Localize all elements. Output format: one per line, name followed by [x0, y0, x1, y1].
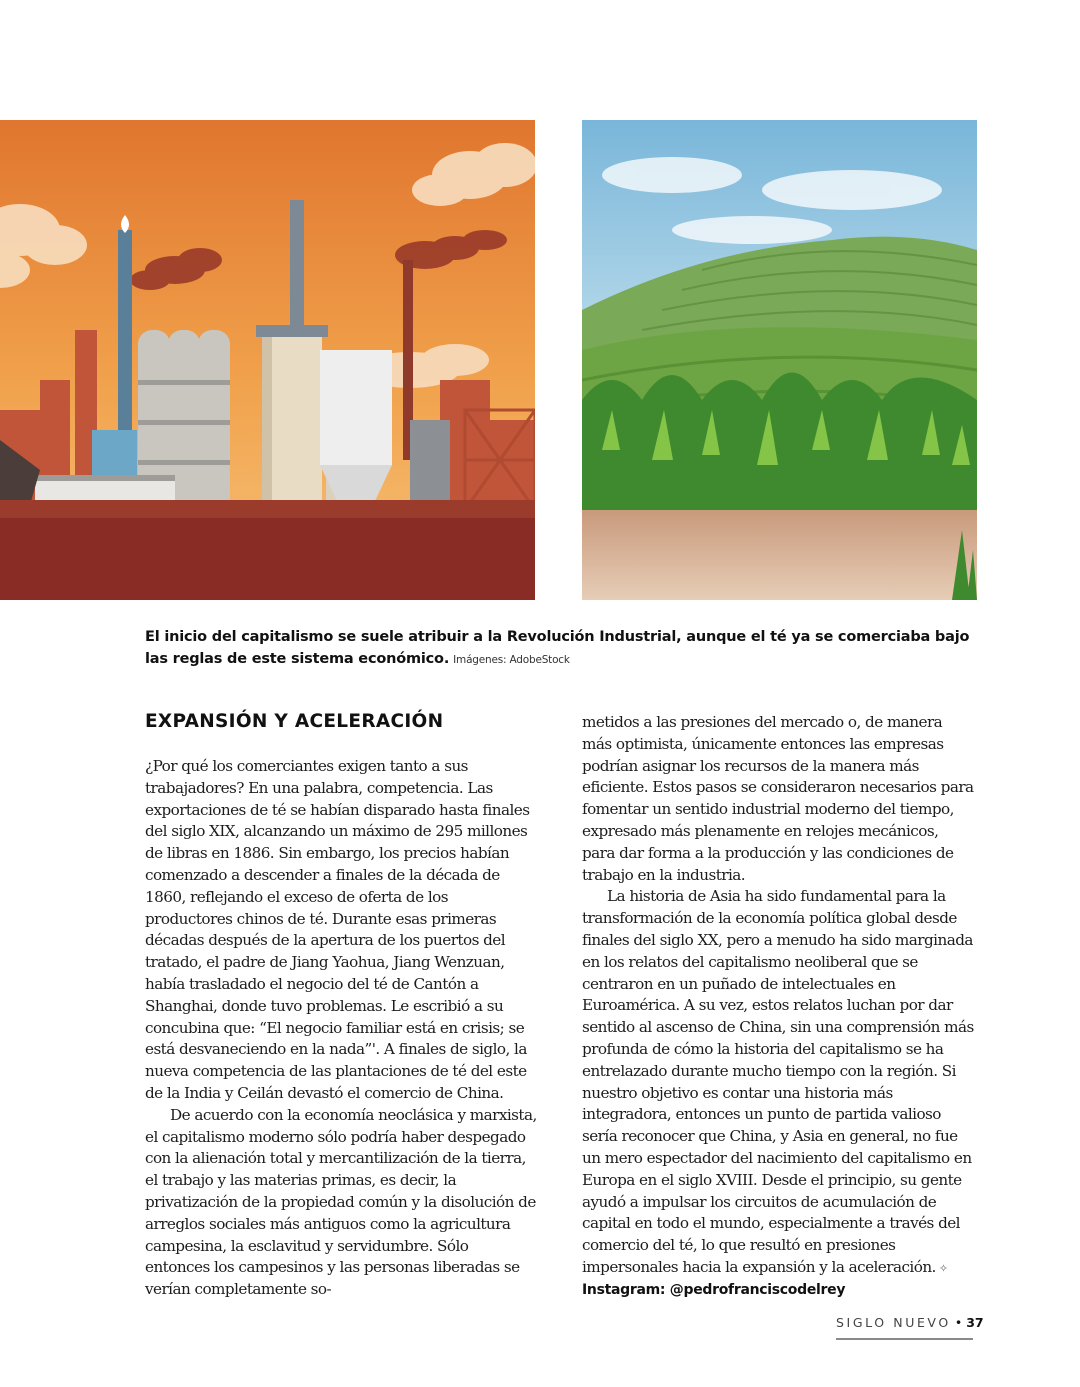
magazine-name: SIGLO NUEVO — [836, 1315, 951, 1330]
body-column-left — [145, 756, 537, 1301]
image-credit: Imágenes: AdobeStock — [453, 654, 570, 666]
footer-separator: • — [954, 1315, 963, 1330]
caption-text: El inicio del capitalismo se suele atribuir a la Revolución Industrial, aunque el té ya se comerciaba bajo las reglas de este sistema económico. — [145, 629, 970, 667]
photo-caption — [145, 626, 980, 671]
tea-plantation-illustration — [582, 120, 977, 600]
section-heading: EXPANSIÓN Y ACELERACIÓN — [145, 711, 444, 732]
page-footer — [836, 1315, 984, 1330]
paragraph: De acuerdo con la economía neoclásica y marxista, el capitalismo moderno sólo podría haber despegado con la alienación total y mercantilización de la tierra, el trabajo y las materias primas, es decir, la privatización de la propiedad común y la disolución de arreglos sociales más antiguos como la agricultura campesina, la esclavitud y servidumbre. Sólo entonces los campesinos y las personas liberadas se verían completamente so- — [145, 1105, 537, 1299]
instagram-handle: Instagram: @pedrofranciscodelrey — [582, 1281, 846, 1298]
factory-illustration — [0, 120, 535, 600]
paragraph: ¿Por qué los comerciantes exigen tanto a sus trabajadores? En una palabra, competencia. Las exportaciones de té se habían disparado hasta finales del siglo XIX, alcanzando un máximo de 295 millones de libras en 1886. Sin embargo, los precios habían comenzado a descender a finales de la década de 1860, reflejando el exceso de oferta de los productores chinos de té. Durante esas primeras décadas después de la apertura de los puertos del tratado, el padre de Jiang Yaohua, Jiang Wenzuan, había trasladado el negocio del té de Cantón a Shanghai, donde tuvo problemas. Le escribió a su concubina que: “El negocio familiar está en crisis; se está desvaneciendo en la nada”'. A finales de siglo, la nueva competencia de las plantaciones de té del este de la India y Ceilán devastó el comercio de China. — [145, 757, 530, 1102]
paragraph-text: La historia de Asia ha sido fundamental para la transformación de la economía política global desde finales del siglo XX, pero a menudo ha sido marginada en los relatos del capitalismo neoliberal que se centraron en un puñado de intelectuales en Euroamérica. A su vez, estos relatos luchan por dar sentido al ascenso de China, sin una comprensión más profunda de cómo la historia del capitalismo se ha entrelazado durante mucho tiempo con la región. Si nuestro objetivo es contar una historia más integradora, entonces un punto de partida valioso sería reconocer que China, y Asia en general, no fue un mero espectador del nacimiento del capitalismo en Europa en el siglo XVIII. Desde el principio, su gente ayudó a impulsar los circuitos de acumulación de capital en todo el mundo, especialmente a través del comercio del té, lo que resultó en presiones impersonales hacia la expansión y la aceleración. — [582, 887, 974, 1276]
body-column-right — [582, 712, 975, 1302]
page-number: 37 — [966, 1315, 984, 1330]
footer-rule — [836, 1338, 973, 1340]
paragraph — [582, 886, 975, 1279]
end-mark-icon: ✧ — [938, 1261, 948, 1275]
paragraph: metidos a las presiones del mercado o, de manera más optimista, únicamente entonces las empresas podrían asignar los recursos de la manera más eficiente. Estos pasos se consideraron necesarios para fomentar un sentido industrial moderno del tiempo, expresado más plenamente en relojes mecánicos, para dar forma a la producción y las condiciones de trabajo en la industria. — [582, 713, 974, 884]
